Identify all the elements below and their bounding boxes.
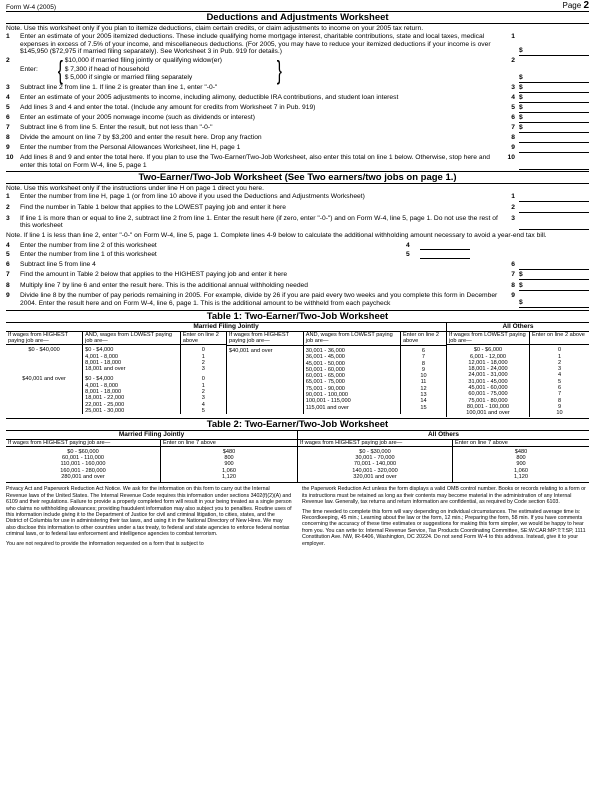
two-earner-line-number: 1 [6,192,10,200]
t1-cell: 7 [557,391,562,398]
t1-cell: 13 [420,391,427,398]
table1 [6,323,589,417]
deductions-line-ref: 5 [511,104,515,112]
t1-h-low: AND, wages from LOWEST paying job are— [83,332,181,345]
t1-h-low-o: If wages from LOWEST paying job are— [447,332,530,345]
deductions-line-number: 2 [6,57,10,65]
deductions-line-2-body [20,55,501,86]
brace-right: } [276,55,282,86]
t1-cell: 18,001 - 22,000 [85,395,125,402]
table1-others-head: All Others [447,323,589,332]
deductions-title: Deductions and Adjustments Worksheet [6,11,589,24]
deductions-line-ref: 3 [511,84,515,92]
t2-cell: 320,001 and over [353,474,397,480]
two-earner-line-ref: 7 [511,271,515,279]
t1-cell: 11 [420,379,427,386]
t2-cell: 70,001 - 140,000 [353,461,397,468]
table2-others-head: All Others [298,431,589,440]
t1-cell: 4 [201,401,205,408]
t2-cell: 1,120 [514,474,528,480]
two-earner-line-number: 3 [6,214,10,222]
deductions-line-8-amount-field[interactable] [519,134,589,143]
t1-cell: 6,001 - 12,000 [469,353,507,360]
deductions-line-text: Add lines 8 and 9 and enter the total here. If you plan to use the Two-Earner/Two-Job Worksheet, also enter this total on line 1 below. Otherwise, stop here and enter this total on Form W-4, line 5, page 1 [20,154,491,169]
deductions-line-2 [6,55,589,86]
two-earner-line-number: 8 [6,281,10,289]
t1-cell: 3 [201,366,205,373]
deductions-line-2-amount-field[interactable] [519,74,589,83]
two-earner-line-9-amount-field[interactable] [519,299,589,308]
two-earner-lines-2 [6,242,589,308]
paperwork-notice: the Paperwork Reduction Act unless the form displays a valid OMB control number. Books or records relating to a form or its instructions must be retained as long as their contents may become material in the administration of any Internal Revenue law. Generally, tax returns and return information are confidential, as required by Code section 6103. [302,486,586,506]
deductions-line-ref: 8 [511,134,515,142]
page-number: Page 2 [562,0,589,11]
t2-cell: $0 - $30,000 [359,448,391,455]
two-earner-line-5 [6,251,589,259]
two-earner-line-3-amount-field[interactable] [519,221,589,230]
t1-cell: 5 [201,407,205,414]
two-earner-line-number: 2 [6,203,10,211]
footer [6,486,589,547]
table2-mfj-head: Married Filing Jointly [6,431,297,440]
deductions-line-4-amount-field[interactable] [519,94,589,103]
t1-cell: 65,001 - 75,000 [305,379,345,386]
deductions-line-7 [6,124,589,133]
t2-cell: 1,060 [222,467,236,474]
t1-g3-enter [400,345,446,414]
two-earner-line-number: 7 [6,271,10,279]
table1-middle [226,332,446,415]
two-earner-line-4 [6,242,589,250]
two-earner-line-7-amount-field[interactable] [519,271,589,280]
t1-cell: 0 [201,376,205,383]
t1-cell: 115,001 and over [305,404,349,411]
deductions-line-6 [6,114,589,123]
form-id: Form W-4 (2005) [6,4,57,11]
two-earner-line-number: 9 [6,292,10,300]
t1-g1-low [83,345,181,373]
two-earner-note: Note. Use this worksheet only if the instructions under line H on page 1 direct you here. [6,184,264,192]
deductions-line-text: Enter the number from the Personal Allowances Worksheet, line H, page 1 [20,144,241,152]
t1-g3-low [303,345,400,414]
t1-cell: 10 [420,373,427,380]
t2-h-high-o: If wages from HIGHEST paying job are— [298,440,453,447]
time-estimate: The time needed to complete this form will vary depending on individual circumstances. The estimated average time is: Recordkeeping, 45 min.; Learning about the law or the form, 12 min.; Preparing the form, 58 min. If you have comments concerning the accuracy of these time estimates or suggestions for making this form simpler, we would be happy to hear from you. You can write to: Internal Revenue Service, Tax Products Coordinating Committee, SE:W:CAR:MP:T:T:SP, 1111 Constitution Ave. NW, IR-6406, Washington, DC 20224. Do not send Form W-4 to this address. Instead, give it to your employer. [302,508,586,547]
t1-cell: 45,001 - 50,000 [305,360,345,367]
brace-option-1: $ 7,300 if head of household [64,65,150,73]
deductions-line-5 [6,104,589,113]
t1-cell: 24,001 - 31,000 [468,372,508,379]
t1-cell: 75,001 - 80,000 [468,397,508,404]
t2-cell: 1,120 [222,474,236,480]
brace-option-2: $ 5,000 if single or married filing separately [64,74,193,82]
t1-cell: 2 [201,359,205,366]
deductions-line-ref: 2 [511,57,515,65]
two-earner-line-text: If line 1 is more than or equal to line 2, subtract line 2 from line 1. Enter the result here (if zero, enter "-0-") and on Form W-4, line 5, page 1. Do not use the rest of this worksheet [20,214,498,230]
t2-cell: 280,001 and over [61,474,105,480]
t2-cell: 900 [516,461,526,468]
t2-cell: 800 [516,455,526,462]
t2-cell: 110,001 - 160,000 [60,461,106,468]
two-earner-line-5-field[interactable]: 5 [406,251,470,259]
t1-cell: 3 [557,366,562,373]
two-earner-line-ref: 8 [511,281,515,289]
two-earner-line-text: Subtract line 5 from line 4 [20,260,96,268]
deductions-line-5-amount-field[interactable] [519,104,589,113]
deductions-line-7-amount-field[interactable] [519,124,589,133]
two-earner-line-6-amount-field[interactable] [519,261,589,270]
deductions-line-number: 10 [6,154,14,162]
two-earner-line-text: Multiply line 7 by line 6 and enter the result here. This is the additional annual withholding needed [20,281,308,289]
t1-cell: $0 - $6,000 [473,347,503,354]
t1-cell: 80,001 - 100,000 [466,403,510,410]
table2-others [297,431,589,483]
t1-cell: 8,001 - 18,000 [85,389,122,396]
t2-cell: 900 [224,461,234,468]
deductions-line-ref: 10 [507,154,515,162]
t1-cell: 7 [421,354,426,361]
t1-cell: 4 [557,372,562,379]
deductions-line-number: 6 [6,114,10,122]
t2-o-amounts [453,446,590,482]
t1-cell: 25,001 - 30,000 [85,407,125,414]
t1-cell: 31,001 - 45,000 [468,378,508,385]
two-earner-line-4-field[interactable]: 4 [406,242,470,250]
deductions-line-text: Enter an estimate of your 2005 nonwage income (such as dividends or interest) [20,114,255,122]
t1-cell: 60,001 - 75,000 [468,391,508,398]
two-earner-line-text: Divide line 8 by the number of pay periods remaining in 2005. For example, divide by 26 if you are paid every two weeks and you complete this form in December 2004. Enter the result here and on Form W-4, line 6, page 1. This is the additional amount to be withheld from each paycheck [20,292,498,307]
deductions-line-ref: 4 [511,94,515,102]
t1-o-low [447,345,530,417]
t1-cell: 4,001 - 8,000 [85,353,119,360]
t1-cell: 60,001 - 65,000 [305,373,345,380]
two-earner-line-text: Find the amount in Table 2 below that applies to the HIGHEST paying job and enter it here [20,271,288,279]
deductions-note: Note. Use this worksheet only if you plan to itemize deductions, claim certain credits, or claim adjustments to income on your 2005 tax return. [6,25,424,32]
two-earner-line-number: 6 [6,260,10,268]
t1-o-enter [530,345,590,417]
t2-cell: 140,001 - 320,000 [352,467,398,474]
two-earner-line-1 [6,193,589,202]
table2 [6,431,589,484]
t2-cell: 800 [224,455,234,462]
deductions-line-number: 1 [6,32,10,40]
t2-cell: 30,001 - 70,000 [355,455,395,462]
two-earner-note2: Note. If line 1 is less than line 2, enter "-0-" on Form W-4, line 5, page 1. Complete lines 4-9 below to calculate the additional withholding amount necessary to avoid a year-end tax bill. [6,232,547,240]
deductions-line-text: Subtract line 2 from line 1. If line 2 is greater than line 1, enter "-0-" [20,84,218,92]
t1-cell: 100,001 - 115,000 [305,398,351,405]
two-earner-line-ref: 2 [511,203,515,211]
two-earner-line-number: 4 [6,241,10,249]
t1-cell: 1 [201,382,205,389]
t1-cell: 2 [557,359,562,366]
deductions-line-number: 4 [6,94,10,102]
deductions-line-text: Enter an estimate of your 2005 adjustments to income, including alimony, deductible IRA contributions, and student loan interest [20,94,399,102]
t1-cell: 18,001 - 24,000 [468,366,508,373]
t1-g1-enter [180,345,226,373]
t2-cell: 60,001 - 110,000 [62,455,104,462]
t2-mfj-amounts [161,446,298,482]
two-earner-line-6 [6,261,589,270]
deductions-line-number: 3 [6,84,10,92]
t2-cell: 160,001 - 280,000 [60,467,106,474]
t1-h-low-2: AND, wages from LOWEST paying job are— [303,332,400,346]
t1-g2-low [83,372,181,414]
t1-cell: 9 [421,366,426,373]
deductions-line-text: Subtract line 6 from line 5. Enter the result, but not less than "-0-" [20,124,213,132]
deductions-line-10-amount-field[interactable] [519,161,589,170]
two-earner-title: Two-Earner/Two-Job Worksheet (See Two earners/two jobs on page 1.) [6,171,589,184]
deductions-line-text: Enter: [20,66,38,74]
deductions-line-8 [6,134,589,143]
deductions-line-text: Divide the amount on line 7 by $3,200 and enter the result here. Drop any fraction [20,134,262,142]
table2-mfj [6,431,297,483]
t1-cell: 3 [201,395,205,402]
t1-h-enter-2: Enter on line 2 above [400,332,446,346]
privacy-notice-2: You are not required to provide the information requested on a form that is subject to [6,540,204,547]
deductions-line-1 [6,33,589,56]
t2-cell: $480 [222,448,236,455]
t2-h-enter-o: Enter on line 7 above [453,440,590,447]
t1-cell: 8 [421,360,426,367]
two-earner-line-2-amount-field[interactable] [519,204,589,213]
t2-cell: 1,060 [514,467,528,474]
t2-cell: $0 - $60,000 [67,448,99,455]
deductions-line-9 [6,144,589,153]
deductions-line-number: 7 [6,124,10,132]
t1-g1-high: $0 - $40,000 [28,347,60,354]
t1-cell: 10 [556,410,563,417]
table1-others [446,323,589,417]
t1-g2-enter [180,372,226,414]
deductions-line-ref: 1 [511,32,515,40]
two-earner-line-2 [6,204,589,213]
deductions-line-ref: 7 [511,124,515,132]
t1-cell: 75,001 - 90,000 [305,385,345,392]
t1-h-enter: Enter on line 2 above [180,332,226,345]
t1-cell: 14 [420,398,427,405]
table2-title: Table 2: Two-Earner/Two-Job Worksheet [6,418,589,431]
table1-mfj-head: Married Filing Jointly [6,323,446,332]
t2-h-high: If wages from HIGHEST paying job are— [6,440,161,447]
brace-left: { [57,55,63,86]
t1-cell: 12 [420,385,427,392]
two-earner-line-8-amount-field[interactable] [519,282,589,291]
t1-cell: 100,001 and over [466,410,510,417]
t1-h-enter-o: Enter on line 2 above [530,332,590,345]
t1-cell: 36,001 - 45,000 [305,354,345,361]
t1-cell: 45,001 - 60,000 [468,385,508,392]
two-earner-line-7 [6,271,589,280]
page-header [6,2,589,11]
deductions-line-ref: 9 [511,144,515,152]
t1-cell: 1 [201,353,205,360]
table1-mfj [6,323,446,417]
t1-cell: 8,001 - 18,000 [85,359,122,366]
two-earner-line-ref: 6 [511,260,515,268]
two-earner-line-number: 5 [6,251,10,259]
t1-cell: 5 [557,378,562,385]
t1-cell: 6 [557,385,562,392]
t2-o-ranges [298,446,453,482]
t1-cell: 12,001 - 18,000 [468,359,508,366]
deductions-lines [6,33,589,170]
two-earner-line-ref: 3 [511,214,515,222]
deductions-line-3-amount-field[interactable] [519,84,589,93]
deductions-line-1-amount-field[interactable] [519,47,589,56]
t1-cell: 8 [557,397,562,404]
t1-cell: 0 [557,347,562,354]
deductions-line-6-amount-field[interactable] [519,114,589,123]
table1-title: Table 1: Two-Earner/Two-Job Worksheet [6,310,589,323]
t1-h-high-2: If wages from HIGHEST paying job are— [227,332,304,346]
t1-cell: 22,001 - 25,000 [85,401,125,408]
t1-cell: 4,001 - 8,000 [85,382,119,389]
deductions-line-text: Add lines 3 and 4 and enter the total. (Include any amount for credits from Worksheet 7 in Pub. 919) [20,104,316,112]
t1-h-high: If wages from HIGHEST paying job are— [6,332,83,345]
table1-left [6,332,226,415]
two-earner-line-8 [6,282,589,291]
two-earner-line-text: Enter the number from line 1 of this worksheet [20,251,157,259]
deductions-line-number: 5 [6,104,10,112]
deductions-line-text: Enter an estimate of your 2005 itemized deductions. These include qualifying home mortgage interest, charitable contributions, state and local taxes, medical expenses in excess of 7.5% of your income, and miscellaneous deductions. (For 2005, you may have to reduce your itemized deductions if your income is over $145,950 ($72,975 if married filing separately). See Worksheet 3 in Pub. 919 for details.) [20,32,491,56]
t1-cell: 0 [201,347,205,354]
t2-h-enter: Enter on line 7 above [161,440,298,447]
two-earner-line-3 [6,215,589,231]
brace-options [65,57,275,83]
t2-cell: $480 [514,448,528,455]
t1-cell: 90,001 - 100,000 [305,391,349,398]
t1-cell: 2 [201,389,205,396]
two-earner-lines [6,193,589,231]
t1-cell: $0 - $4,000 [85,347,114,354]
deductions-line-number: 8 [6,134,10,142]
form-page [6,2,589,547]
t1-cell: 9 [557,403,562,410]
deductions-line-10 [6,154,589,170]
deductions-line-ref: 6 [511,114,515,122]
t1-cell: 30,001 - 36,000 [305,347,345,354]
privacy-notice: Privacy Act and Paperwork Reduction Act Notice. We ask for the information on this form to carry out the Internal Revenue laws of the United States. The Internal Revenue Code requires this information under sections 3402(f)(2)(A) and 6109 and their regulations. Failure to provide a properly completed form will result in your being treated as a single person who claims no withholding allowances; providing fraudulent information may also subject you to penalties. Routine uses of this information include giving it to the Department of Justice for civil and criminal litigation, to cities, states, and the District of Columbia for use in administering their tax laws, and using it in the National Directory of New Hires. We may also disclose this information to other countries under a tax treaty, to federal and state agencies to enforce federal nontax criminal laws, or to federal law enforcement and intelligence agencies to combat terrorism. [6,486,292,538]
t1-cell: 50,001 - 60,000 [305,366,345,373]
deductions-line-9-amount-field[interactable] [519,144,589,153]
two-earner-line-text: Find the number in Table 1 below that applies to the LOWEST paying job and enter it here [20,203,286,211]
two-earner-line-ref: 9 [511,292,515,300]
deductions-line-number: 9 [6,144,10,152]
t1-cell: 1 [557,353,562,360]
two-earner-line-9 [6,292,589,308]
t1-cell: 18,001 and over [85,366,126,373]
t1-cell: 6 [421,347,426,354]
t1-g2-high: $40,001 and over [22,376,66,383]
t2-mfj-ranges [6,446,161,482]
two-earner-line-text: Enter the number from line 2 of this worksheet [20,241,157,249]
two-earner-line-1-amount-field[interactable] [519,193,589,202]
two-earner-line-text: Enter the number from line H, page 1 (or from line 10 above if you used the Deductions and Adjustments Worksheet) [20,192,365,200]
two-earner-line-ref: 1 [511,192,515,200]
t1-cell: 15 [420,404,427,411]
t1-cell: $0 - $4,000 [85,376,114,383]
deductions-line-3 [6,84,589,93]
deductions-line-4 [6,94,589,103]
brace-option-0: $10,000 if married filing jointly or qualifying widow(er) [64,57,222,65]
t1-g3-high: $40,001 and over [229,347,273,354]
